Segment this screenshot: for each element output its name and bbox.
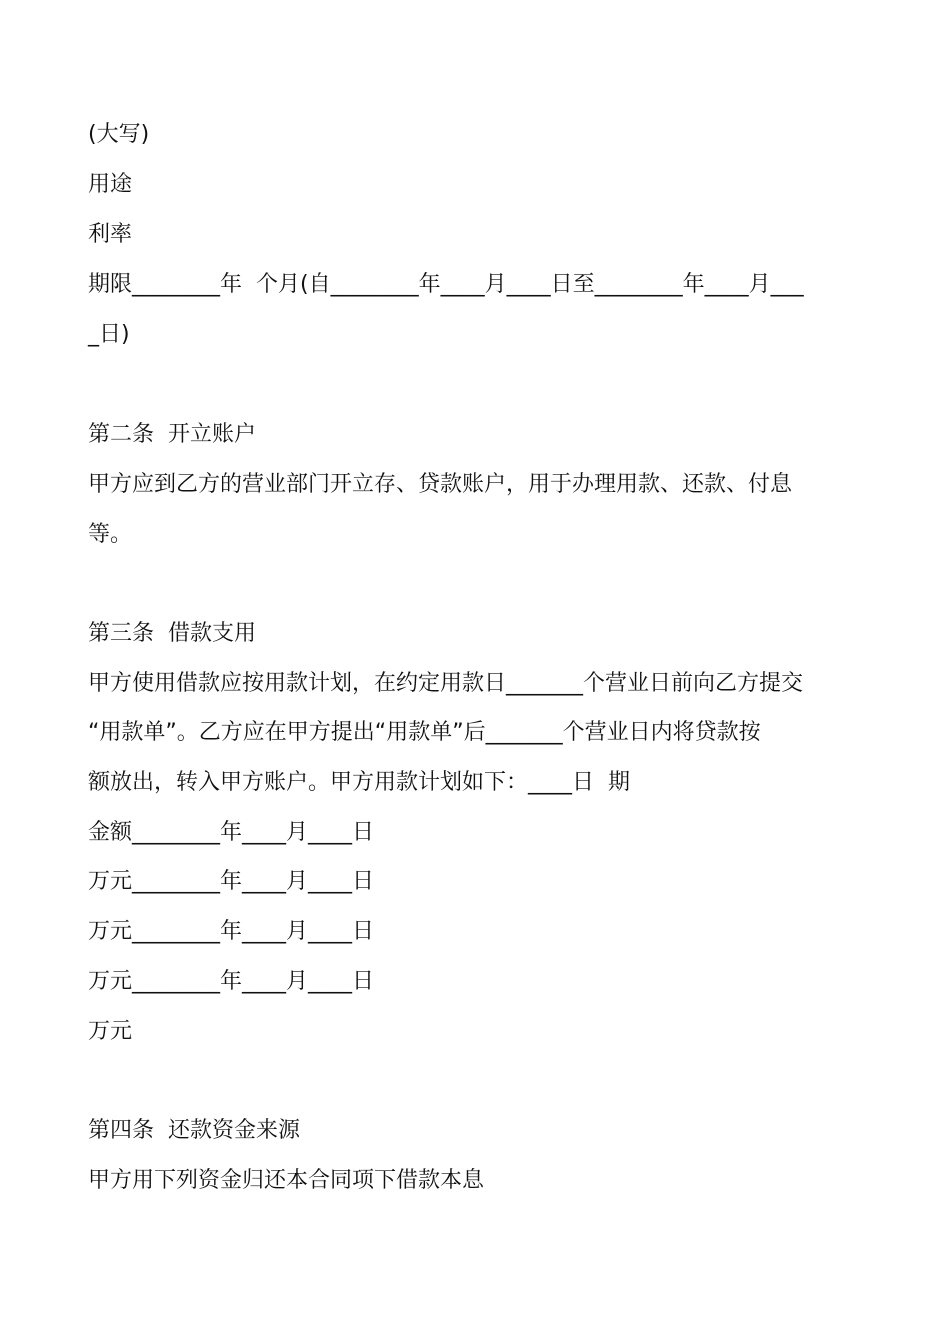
article-3-text-1: 甲方使用借款应按用款计划，在约定用款日_______个营业日前向乙方提交 — [88, 671, 804, 696]
plan-row-3: 万元________年____月____日 — [88, 919, 375, 944]
interest-rate-label: 利率 — [88, 222, 133, 247]
plan-row-5: 万元 — [88, 1019, 133, 1044]
plan-row-2: 万元________年____月____日 — [88, 869, 375, 894]
article-4-text: 甲方用下列资金归还本合同项下借款本息 — [88, 1168, 485, 1193]
amount-uppercase-label: (大写) — [88, 122, 150, 147]
article-3-text-3: 额放出，转入甲方账户。甲方用款计划如下：____日 期 — [88, 770, 630, 795]
article-2-text: 甲方应到乙方的营业部门开立存、贷款账户，用于办理用款、还款、付息 — [88, 472, 793, 497]
term-line: 期限________年 个月(自________年____月____日至________年____月___ — [88, 272, 804, 297]
purpose-label: 用途 — [88, 172, 133, 197]
article-2-text-continued: 等。 — [88, 522, 133, 547]
term-line-continued: _日) — [88, 322, 130, 347]
article-4-heading: 第四条 还款资金来源 — [88, 1118, 300, 1143]
article-3-heading: 第三条 借款支用 — [88, 621, 256, 646]
plan-row-1: 金额________年____月____日 — [88, 820, 375, 845]
article-3-text-2: “用款单”。乙方应在甲方提出“用款单”后_______个营业日内将贷款按 — [88, 720, 761, 745]
article-2-heading: 第二条 开立账户 — [88, 422, 256, 447]
plan-row-4: 万元________年____月____日 — [88, 969, 375, 994]
